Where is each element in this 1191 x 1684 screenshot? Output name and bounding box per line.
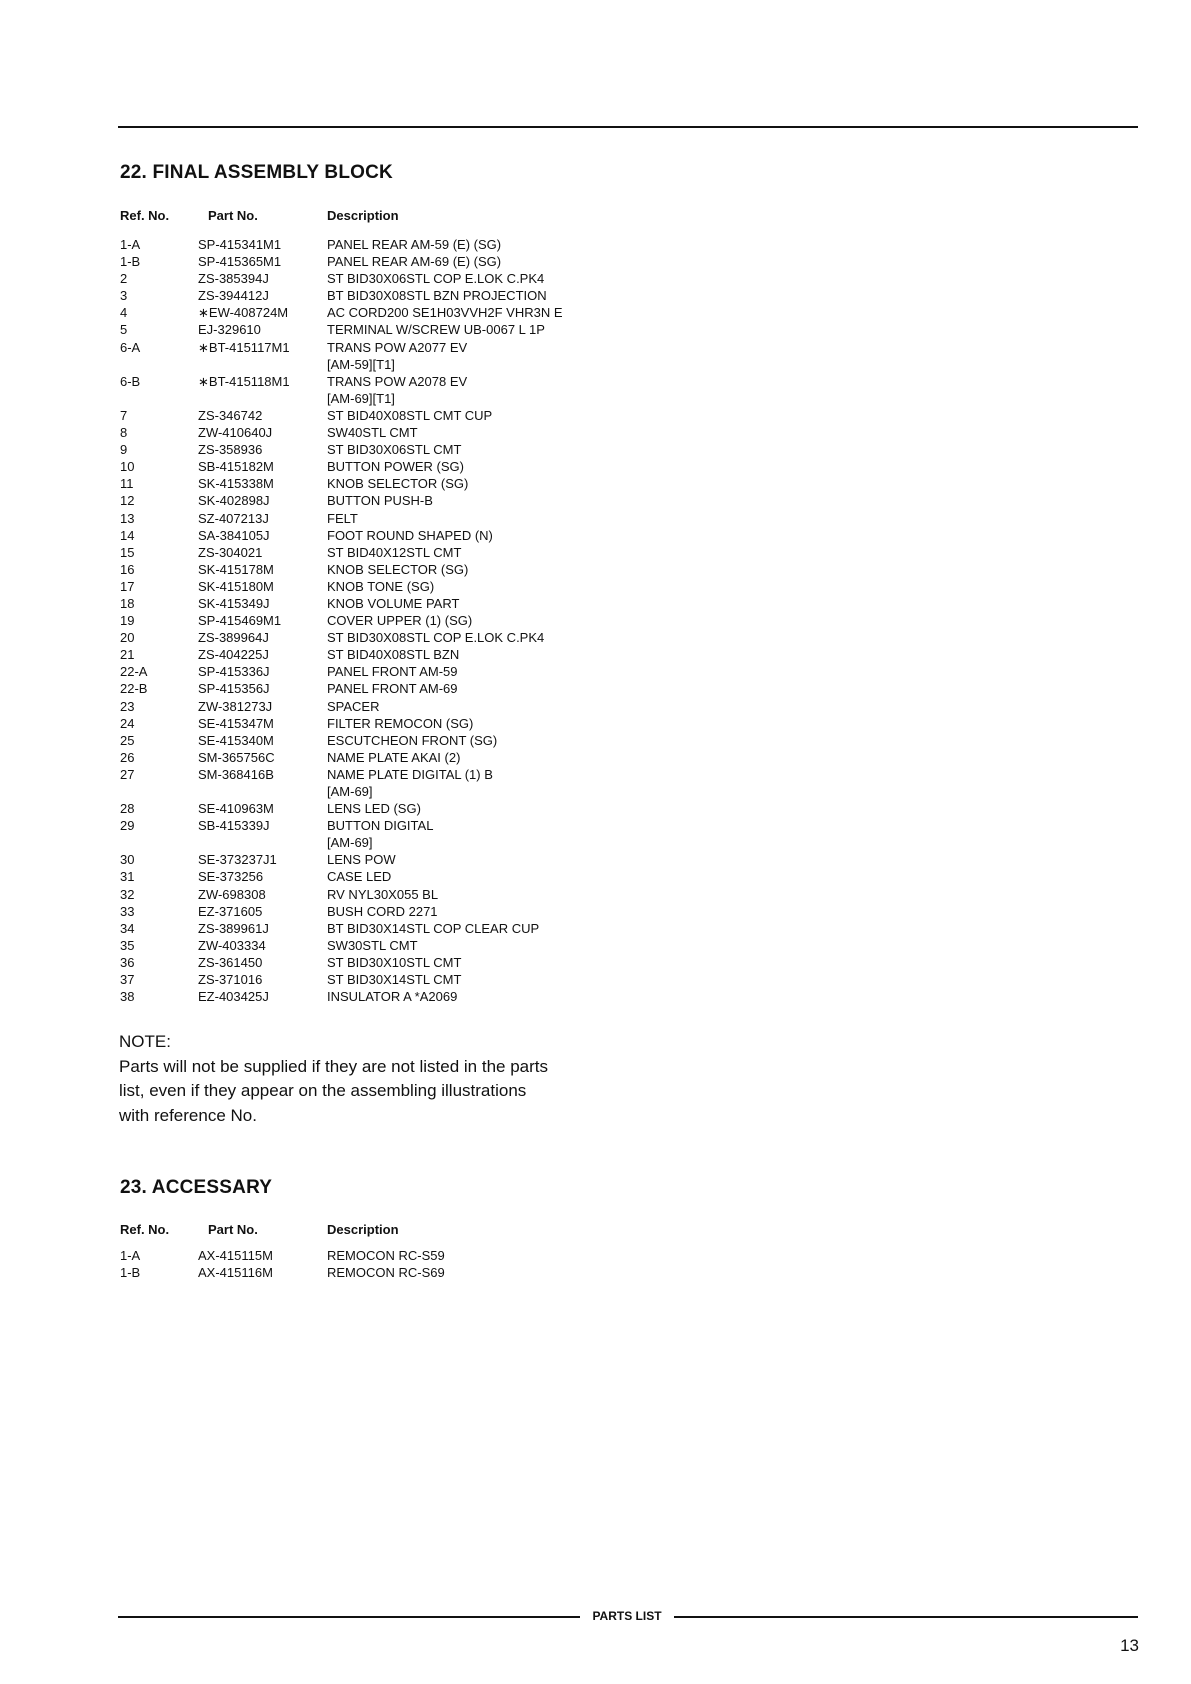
description-cell: FOOT ROUND SHAPED (N) <box>327 527 493 543</box>
part-no-cell: ∗EW-408724M <box>198 305 289 321</box>
part-no-cell: ZW-381273J <box>198 698 273 714</box>
description-cell: SPACER <box>327 698 380 714</box>
part-no-cell: SM-365756C <box>198 749 275 765</box>
table-row <box>0 424 1191 441</box>
description-cell: ST BID30X14STL CMT <box>327 972 462 988</box>
table-row <box>0 1247 1191 1264</box>
footer <box>118 1608 1138 1624</box>
ref-no-header: Ref. No. <box>120 1222 170 1237</box>
part-no-cell: ∗BT-415117M1 <box>198 339 290 355</box>
ref-no-cell: 5 <box>120 322 128 338</box>
description-cell: [AM-69] <box>327 835 373 851</box>
ref-no-cell: 6-B <box>120 373 141 389</box>
table-row <box>0 629 1191 646</box>
part-no-cell: SK-415178M <box>198 561 274 577</box>
table-row <box>0 492 1191 509</box>
description-cell: PANEL FRONT AM-59 <box>327 664 458 680</box>
description-cell: [AM-69][T1] <box>327 390 395 406</box>
ref-no-header: Ref. No. <box>120 208 170 223</box>
table-row <box>0 270 1191 287</box>
final-assembly-parts-table <box>0 236 1191 1005</box>
description-cell: KNOB SELECTOR (SG) <box>327 561 469 577</box>
description-cell: FILTER REMOCON (SG) <box>327 715 474 731</box>
table-row <box>0 510 1191 527</box>
section-22-title: 22. FINAL ASSEMBLY BLOCK <box>120 162 393 183</box>
description-cell: TRANS POW A2077 EV <box>327 339 468 355</box>
ref-no-cell: 1-A <box>120 237 141 252</box>
table-row <box>0 988 1191 1005</box>
ref-no-cell: 37 <box>120 972 135 988</box>
ref-no-cell: 17 <box>120 578 135 594</box>
part-no-cell: SP-415356J <box>198 681 270 697</box>
ref-no-cell: 3 <box>120 288 128 304</box>
table-row <box>0 851 1191 868</box>
table-row <box>0 903 1191 920</box>
description-cell: [AM-69] <box>327 784 373 799</box>
page-number: 13 <box>1120 1636 1139 1655</box>
description-cell: INSULATOR A *A2069 <box>327 989 458 1005</box>
description-cell: BUTTON PUSH-B <box>327 493 433 509</box>
footer-label: PARTS LIST <box>592 1609 662 1623</box>
part-no-cell: SP-415469M1 <box>198 613 282 629</box>
description-cell: PANEL FRONT AM-69 <box>327 681 458 697</box>
description-cell: REMOCON RC-S59 <box>327 1248 445 1263</box>
ref-no-cell: 6-A <box>120 339 141 355</box>
ref-no-cell: 32 <box>120 886 135 902</box>
description-cell: NAME PLATE DIGITAL (1) B <box>327 766 493 782</box>
part-no-cell: SP-415336J <box>198 664 270 680</box>
table-row <box>0 595 1191 612</box>
description-cell: ST BID30X06STL CMT <box>327 442 462 458</box>
table-row <box>0 373 1191 390</box>
part-no-cell: SP-415341M1 <box>198 237 282 252</box>
ref-no-cell: 27 <box>120 766 135 782</box>
part-no-cell: SE-373256 <box>198 869 264 885</box>
table-row <box>0 800 1191 817</box>
part-no-cell: ZS-361450 <box>198 954 263 970</box>
table-row <box>0 339 1191 356</box>
part-no-cell: SA-384105J <box>198 527 270 543</box>
part-no-cell: SE-410963M <box>198 801 274 817</box>
part-no-cell: SE-373237J1 <box>198 852 277 868</box>
table-row <box>0 817 1191 834</box>
part-no-cell: ∗BT-415118M1 <box>198 373 290 389</box>
description-header: Description <box>327 1222 399 1237</box>
ref-no-cell: 25 <box>120 732 135 748</box>
part-no-cell: SK-415180M <box>198 578 274 594</box>
description-cell: CASE LED <box>327 869 392 885</box>
note-block <box>119 1030 619 1128</box>
description-cell: FELT <box>327 510 358 526</box>
table-row <box>0 287 1191 304</box>
ref-no-cell: 24 <box>120 715 135 731</box>
description-cell: SW30STL CMT <box>327 937 418 953</box>
table-row <box>0 646 1191 663</box>
description-cell: REMOCON RC-S69 <box>327 1265 445 1281</box>
description-cell: PANEL REAR AM-69 (E) (SG) <box>327 254 502 270</box>
description-cell: KNOB SELECTOR (SG) <box>327 476 469 492</box>
table-row <box>0 971 1191 988</box>
part-no-cell: ZS-394412J <box>198 288 269 304</box>
table-row <box>0 304 1191 321</box>
part-no-cell: ZS-304021 <box>198 544 263 560</box>
table-row <box>0 749 1191 766</box>
table-row <box>0 236 1191 253</box>
part-no-cell: ZS-389964J <box>198 630 269 646</box>
footer-rule-left <box>118 1616 580 1618</box>
description-cell: [AM-59][T1] <box>327 356 395 372</box>
part-no-cell: ZS-404225J <box>198 647 269 663</box>
table-row <box>0 407 1191 424</box>
table-row <box>0 390 1191 407</box>
description-cell: ST BID30X06STL COP E.LOK C.PK4 <box>327 271 545 287</box>
ref-no-cell: 21 <box>120 647 135 663</box>
part-no-cell: ZW-698308 <box>198 886 266 902</box>
table-row <box>0 954 1191 971</box>
table-row <box>0 578 1191 595</box>
note-line: Parts will not be supplied if they are not listed in the parts <box>119 1056 549 1076</box>
description-cell: ST BID40X08STL BZN <box>327 647 460 663</box>
part-no-cell: SZ-407213J <box>198 510 269 526</box>
top-rule <box>118 126 1138 128</box>
table-row <box>0 920 1191 937</box>
description-cell: BUTTON DIGITAL <box>327 818 434 834</box>
part-no-cell: AX-415115M <box>198 1248 273 1263</box>
ref-no-cell: 22-B <box>120 681 148 697</box>
part-no-cell: AX-415116M <box>198 1265 273 1281</box>
part-no-cell: SK-415338M <box>198 476 274 492</box>
ref-no-cell: 11 <box>120 476 134 492</box>
part-no-cell: EJ-329610 <box>198 322 261 338</box>
ref-no-cell: 1-B <box>120 254 141 270</box>
ref-no-cell: 31 <box>120 869 135 885</box>
ref-no-cell: 16 <box>120 561 135 577</box>
note-line: list, even if they appear on the assembling illustrations <box>119 1081 527 1100</box>
table-row <box>0 886 1191 903</box>
table-row <box>0 544 1191 561</box>
ref-no-cell: 8 <box>120 425 128 441</box>
description-cell: ST BID30X10STL CMT <box>327 954 462 970</box>
table-row <box>0 680 1191 697</box>
part-no-cell: ZW-410640J <box>198 425 273 441</box>
part-no-cell: SB-415182M <box>198 459 274 475</box>
ref-no-cell: 38 <box>120 989 135 1005</box>
ref-no-cell: 22-A <box>120 664 148 680</box>
footer-rule-right <box>674 1616 1138 1618</box>
description-cell: BUSH CORD 2271 <box>327 903 438 919</box>
ref-no-cell: 29 <box>120 818 135 834</box>
part-no-header: Part No. <box>208 1222 258 1237</box>
table-row <box>0 663 1191 680</box>
ref-no-cell: 35 <box>120 937 135 953</box>
description-cell: BT BID30X14STL COP CLEAR CUP <box>327 920 540 936</box>
ref-no-cell: 15 <box>120 544 135 560</box>
part-no-cell: SM-368416B <box>198 766 274 782</box>
ref-no-cell: 26 <box>120 749 135 765</box>
table-row <box>0 527 1191 544</box>
table-row <box>0 766 1191 783</box>
part-no-cell: SE-415347M <box>198 715 274 731</box>
description-cell: ST BID40X12STL CMT <box>327 544 462 560</box>
part-no-cell: ZS-358936 <box>198 442 263 458</box>
table-row <box>0 834 1191 851</box>
table-row <box>0 937 1191 954</box>
table-row <box>0 458 1191 475</box>
ref-no-cell: 9 <box>120 442 128 458</box>
ref-no-cell: 34 <box>120 920 135 936</box>
part-no-cell: ZS-385394J <box>198 271 269 287</box>
table-row <box>0 715 1191 732</box>
ref-no-cell: 20 <box>120 630 135 646</box>
part-no-cell: EZ-371605 <box>198 903 263 919</box>
description-cell: COVER UPPER (1) (SG) <box>327 613 473 629</box>
ref-no-cell: 13 <box>120 510 135 526</box>
table-row <box>0 441 1191 458</box>
part-no-cell: SK-402898J <box>198 493 270 509</box>
description-cell: NAME PLATE AKAI (2) <box>327 749 461 765</box>
table-row <box>0 698 1191 715</box>
description-header: Description <box>327 208 399 223</box>
accessary-parts-table <box>0 1247 1191 1281</box>
ref-no-cell: 33 <box>120 903 135 919</box>
ref-no-cell: 36 <box>120 954 135 970</box>
part-no-cell: ZS-371016 <box>198 972 263 988</box>
section-23-title: 23. ACCESSARY <box>120 1177 273 1198</box>
description-cell: KNOB TONE (SG) <box>327 578 435 594</box>
description-cell: BUTTON POWER (SG) <box>327 459 464 475</box>
table-row <box>0 612 1191 629</box>
ref-no-cell: 30 <box>120 852 135 868</box>
description-cell: LENS POW <box>327 852 396 868</box>
part-no-cell: SK-415349J <box>198 595 270 611</box>
table-row <box>0 868 1191 885</box>
ref-no-cell: 4 <box>120 305 128 321</box>
ref-no-cell: 23 <box>120 698 135 714</box>
ref-no-cell: 28 <box>120 801 135 817</box>
table-row <box>0 356 1191 373</box>
table-row <box>0 732 1191 749</box>
ref-no-cell: 10 <box>120 459 135 475</box>
ref-no-cell: 1-A <box>120 1248 141 1263</box>
ref-no-cell: 19 <box>120 613 135 629</box>
note-line: with reference No. <box>119 1105 257 1125</box>
table-row <box>0 321 1191 338</box>
part-no-cell: ZW-403334 <box>198 937 266 953</box>
description-cell: RV NYL30X055 BL <box>327 886 439 902</box>
description-cell: TRANS POW A2078 EV <box>327 373 468 389</box>
ref-no-cell: 18 <box>120 595 135 611</box>
description-cell: PANEL REAR AM-59 (E) (SG) <box>327 237 502 252</box>
description-cell: TERMINAL W/SCREW UB-0067 L 1P <box>327 322 545 338</box>
description-cell: ST BID30X08STL COP E.LOK C.PK4 <box>327 630 545 646</box>
description-cell: KNOB VOLUME PART <box>327 595 460 611</box>
table-row <box>0 561 1191 578</box>
note-title: NOTE: <box>119 1032 171 1051</box>
description-cell: BT BID30X08STL BZN PROJECTION <box>327 288 547 304</box>
description-cell: LENS LED (SG) <box>327 801 421 817</box>
table-row <box>0 253 1191 270</box>
part-no-cell: EZ-403425J <box>198 989 269 1005</box>
table-row <box>0 475 1191 492</box>
ref-no-cell: 12 <box>120 493 135 509</box>
ref-no-cell: 14 <box>120 527 135 543</box>
part-no-cell: ZS-346742 <box>198 407 263 423</box>
table-row <box>0 1264 1191 1281</box>
part-no-cell: SE-415340M <box>198 732 274 748</box>
ref-no-cell: 7 <box>120 407 128 423</box>
part-no-header: Part No. <box>208 208 258 223</box>
description-cell: SW40STL CMT <box>327 425 418 441</box>
description-cell: AC CORD200 SE1H03VVH2F VHR3N E <box>327 305 563 321</box>
part-no-cell: ZS-389961J <box>198 920 269 936</box>
description-cell: ESCUTCHEON FRONT (SG) <box>327 732 498 748</box>
table-row <box>0 783 1191 800</box>
part-no-cell: SP-415365M1 <box>198 254 282 270</box>
part-no-cell: SB-415339J <box>198 818 270 834</box>
ref-no-cell: 1-B <box>120 1265 141 1281</box>
ref-no-cell: 2 <box>120 271 128 287</box>
description-cell: ST BID40X08STL CMT CUP <box>327 407 493 423</box>
